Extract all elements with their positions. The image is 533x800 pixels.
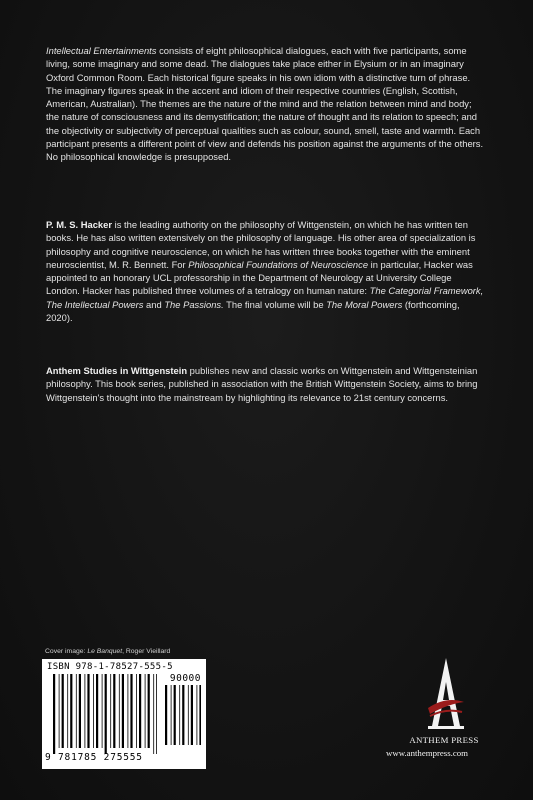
credit-title: Le Banquet: [87, 648, 123, 655]
book-title: Intellectual Entertainments: [46, 45, 157, 56]
bio-book-title-2: The Categorial Framework, The Intellectual Powers: [46, 285, 484, 310]
book-description: [46, 44, 486, 164]
publisher-name: ANTHEM PRESS: [409, 735, 479, 745]
bio-text-e: (forthcoming, 2020).: [46, 298, 460, 324]
bio-book-title-3: The Passions.: [164, 298, 224, 310]
author-name: P. M. S. Hacker: [46, 219, 113, 230]
bio-book-title-4: The Moral Powers: [326, 298, 403, 310]
bio-text-c: and: [143, 298, 165, 310]
isbn-label: ISBN 978-1-78527-555-5: [47, 662, 173, 672]
isbn-barcode: [42, 659, 206, 769]
credit-prefix: Cover image:: [45, 648, 88, 655]
cover-image-credit: [45, 648, 170, 655]
bio-text-b: in particular, Hacker was appointed to an honorary UCL professorship in the Department of Neurology at University College London. Hacker has published three volumes of a tetralogy on human nature:: [46, 258, 473, 297]
price-code: 90000: [169, 673, 201, 684]
series-description: [46, 364, 486, 404]
description-text: consists of eight philosophical dialogues, each with five participants, some living, some imaginary and some dead. The dialogues take place either in Elysium or in an imaginary Oxford Common Room. Each historical figure speaks in his own idiom with a distinctive turn of phrase. The imaginary figures speak in the accent and idiom of their respective countries (English, Scottish, American, Australian). The themes are the nature of the mind and the relation between mind and body; the nature of consciousness and its demystification; the nature of thought and its relation to speech; and the objectivity or subjectivity of perceptual qualities such as colour, sound, smell, taste and warmth. Each participant presents a different point of view and defends his position against the arguments of the others. No philosophical knowledge is presupposed.: [46, 45, 484, 163]
publisher-logo: [386, 656, 502, 764]
series-name: Anthem Studies in Wittgenstein: [46, 365, 188, 376]
barcode-digits: 9 781785 275555: [45, 752, 143, 763]
author-bio: [46, 218, 486, 324]
series-text: publishes new and classic works on Wittgenstein and Wittgensteinian philosophy. This book series, published in association with the British Wittgenstein Society, aims to bring Wittgenstein's thought into the mainstream by highlighting its relevance to 21st century concerns.: [46, 365, 478, 403]
anthem-a-icon: [426, 656, 466, 732]
publisher-url: www.anthempress.com: [386, 748, 469, 758]
credit-suffix: , Roger Vieillard: [122, 648, 171, 655]
barcode-bars-main: [53, 674, 157, 754]
bio-book-title-1: Philosophical Foundations of Neuroscience: [188, 258, 369, 270]
bio-text-d: The final volume will be: [223, 298, 327, 310]
bio-text-a: is the leading authority on the philosophy of Wittgenstein, on which he has written ten books. He has also written extensively on the philosophy of language. His other area of specialization is philosophy and cognitive neuroscience, on which he has written three books together with the eminent neuroscientist, M. R. Bennett. For: [46, 219, 476, 270]
barcode-bars-addon: [165, 685, 201, 751]
